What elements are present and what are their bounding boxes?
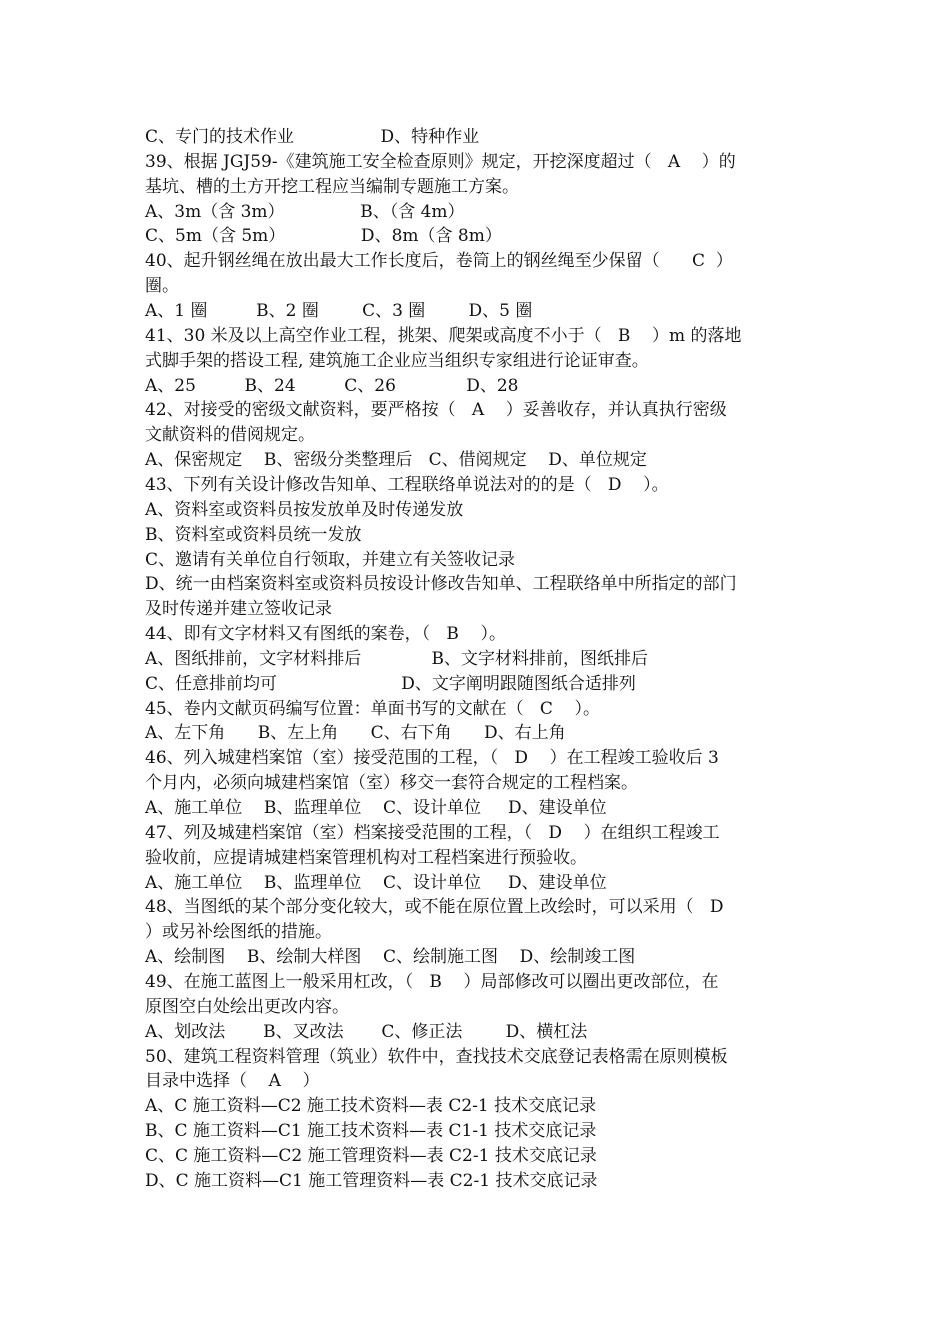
text-line: C、专门的技术作业 D、特种作业 xyxy=(145,127,480,147)
text-line: 圈。 xyxy=(145,276,179,297)
text-line: A、资料室或资料员按发放单及时传递发放 xyxy=(145,499,464,520)
text-line: 44、即有文字材料又有图纸的案卷，（ B ）。 xyxy=(145,624,506,644)
text-line: A、施工单位 B、监理单位 C、设计单位 D、建设单位 xyxy=(145,872,607,893)
text-line: 45、卷内文献页码编写位置：单面书写的文献在（ C ）。 xyxy=(145,698,600,719)
text-line: A、划改法 B、叉改法 C、修正法 D、横杠法 xyxy=(145,1021,588,1042)
text-line: 文献资料的借阅规定。 xyxy=(145,425,315,446)
text-line: 验收前，应提请城建档案管理机构对工程档案进行预验收。 xyxy=(145,847,587,868)
text-line: 42、对接受的密级文献资料，要严格按（ A ）妥善收存，并认真执行密级 xyxy=(145,400,727,421)
text-line: 48、当图纸的某个部分变化较大，或不能在原位置上改绘时，可以采用（ D xyxy=(145,897,724,918)
text-line: ）或另补绘图纸的措施。 xyxy=(145,922,332,943)
text-line: 41、30 米及以上高空作业工程，挑架、爬架或高度不小于（ B ）m 的落地 xyxy=(145,325,742,346)
text-line: A、施工单位 B、监理单位 C、设计单位 D、建设单位 xyxy=(145,798,607,818)
text-line: D、统一由档案资料室或资料员按设计修改告知单、工程联络单中所指定的部门 xyxy=(145,574,737,595)
text-line: 式脚手架的搭设工程, 建筑施工企业应当组织专家组进行论证审查。 xyxy=(145,350,649,371)
text-line: A、3m（含 3m） B、（含 4m） xyxy=(145,201,465,222)
text-line: A、C 施工资料—C2 施工技术资料—表 C2-1 技术交底记录 xyxy=(145,1096,597,1117)
text-line: 目录中选择（ A ） xyxy=(145,1071,320,1092)
text-line: C、邀请有关单位自行领取，并建立有关签收记录 xyxy=(145,549,516,570)
text-line: B、C 施工资料—C1 施工技术资料—表 C1-1 技术交底记录 xyxy=(145,1121,597,1141)
text-line: A、保密规定 B、密级分类整理后 C、借阅规定 D、单位规定 xyxy=(145,450,647,471)
text-line: 40、起升钢丝绳在放出最大工作长度后，卷筒上的钢丝绳至少保留（ C ） xyxy=(145,251,733,272)
text-line: 43、下列有关设计修改告知单、工程联络单说法对的的是（ D ）。 xyxy=(145,474,669,495)
text-line: C、任意排前均可 D、文字阐明跟随图纸合适排列 xyxy=(145,673,636,694)
text-line: 46、列入城建档案馆（室）接受范围的工程，（ D ）在工程竣工验收后 3 xyxy=(145,748,719,769)
text-line: D、C 施工资料—C1 施工管理资料—表 C2-1 技术交底记录 xyxy=(145,1170,598,1191)
text-line: 50、建筑工程资料管理（筑业）软件中，查找技术交底登记表格需在原则模板 xyxy=(145,1046,728,1067)
text-line: 个月内，必须向城建档案馆（室）移交一套符合规定的工程档案。 xyxy=(145,773,638,794)
text-line: A、1 圈 B、2 圈 C、3 圈 D、5 圈 xyxy=(145,301,533,321)
text-line: C、5m（含 5m） D、8m（含 8m） xyxy=(145,226,502,247)
text-line: C、C 施工资料—C2 施工管理资料—表 C2-1 技术交底记录 xyxy=(145,1145,597,1166)
text-line: A、绘制图 B、绘制大样图 C、绘制施工图 D、绘制竣工图 xyxy=(145,947,636,968)
text-line: A、左下角 B、左上角 C、右下角 D、右上角 xyxy=(145,723,566,744)
text-line: 39、根据 JGJ59-《建筑施工安全检查原则》规定，开挖深度超过（ A ）的 xyxy=(145,151,736,172)
text-line: 基坑、槽的土方开挖工程应当编制专题施工方案。 xyxy=(145,176,519,197)
text-line: B、资料室或资料员统一发放 xyxy=(145,524,362,545)
text-line: 47、列及城建档案馆（室）档案接受范围的工程，（ D ）在组织工程竣工 xyxy=(145,822,720,843)
text-line: A、图纸排前，文字材料排后 B、文字材料排前，图纸排后 xyxy=(145,648,649,669)
text-line: 原图空白处绘出更改内容。 xyxy=(145,996,349,1017)
text-line: 49、在施工蓝图上一般采用杠改，（ B ）局部修改可以圈出更改部位，在 xyxy=(145,971,719,992)
text-line: A、25 B、24 C、26 D、28 xyxy=(145,375,519,396)
text-line: 及时传递并建立签收记录 xyxy=(145,599,332,620)
